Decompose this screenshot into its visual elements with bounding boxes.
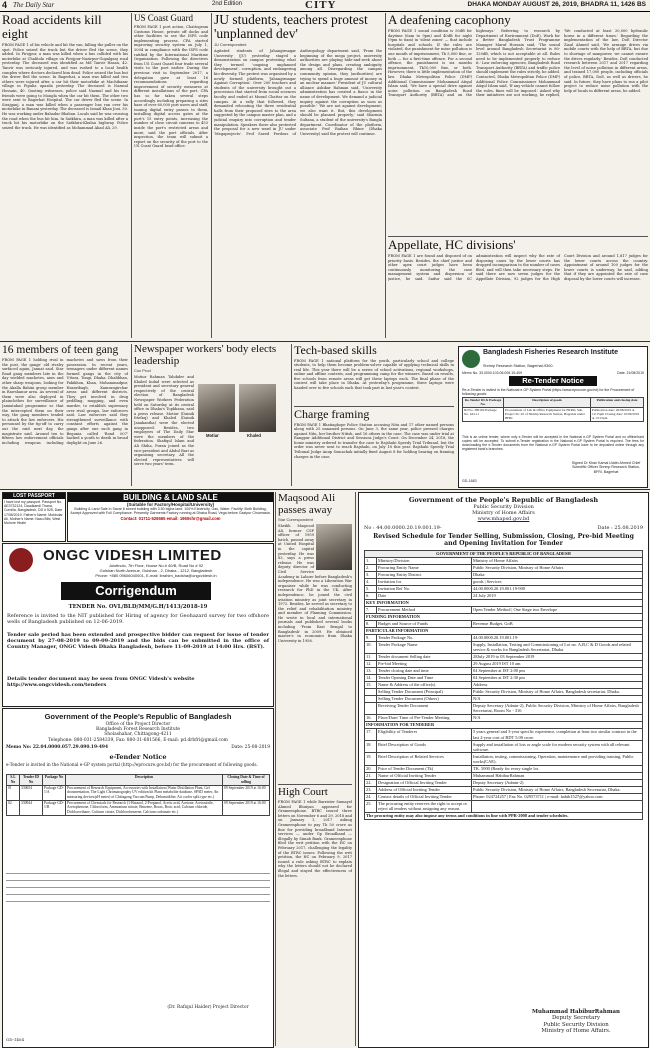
byline: JU Correspondent: [214, 42, 247, 47]
table-cell: Receiving Tender Document: [377, 702, 472, 714]
table-cell: Place/Date/ Time of Pre-Tender Meeting: [377, 715, 472, 722]
article-body: FROM PAGE 1 of his vehicle and hit the van, killing the puller on the spot. Police seized the truck but the driver fled the scene, they added. In Pirojpur, a man was killed when a bus collided with his motorbike at Chalitola village on Pirojpur-Nazirpur-Gopalganj road yesterday. The deceased was identified as Md Tanvir Hasan, 42. Tanvir was seriously injured, and was rushed to a local health complex where doctors declared him dead. Police seized the bus but the driver fled the scene. In Bagerhat, a man was killed and two others were injured after a car hit their motorbike at Machibazar village in Pipulia upazila yesterday. The deceased is Nazmul Hossain, 40. Quoting witnesses, police said Nazmul and his two friends were going to Mongla when the car hit them. The other two were sent to Bagerhat Hospital. The car driver fled the scene. In Sirajganj, a man was killed when a passenger bus ran over his motorbike in Banani yesterday. The deceased is Ismail Khan Joni, 30. He was working under Bahadur Bhaban. Locals said he was crossing the road when the bus hit him. In Satkhira, a man was killed after a truck hit his motorbike on the Satkhira-Khulna highway. Police seized the truck. He was identified as Mohammad Ahad Ali, 29.: [2, 43, 128, 130]
masthead: [0, 0, 650, 12]
ad-paragraph-1: Reference is invited to the NIT published for Hiring of agency for Geohazard survey for two offshore wells of Bangladesh published on 12-06-2019.: [7, 613, 269, 625]
table-cell: Supply, Installation, Testing and Commissioning of Lot no. A,B,C & D Goods and related service & works for Bangladesh Secretariat, Dhaka.: [472, 641, 643, 653]
table-cell: Ministry/Division: [377, 557, 472, 564]
ad-home-affairs-tender: [358, 492, 649, 1048]
table-cell: Dhaka: [472, 571, 643, 578]
table-cell: Selling Tender Document (Others): [377, 695, 472, 702]
ad-table: [462, 397, 644, 422]
ad-memo: Memo No: 22.04.0000.057.29.090.19-494: [6, 745, 108, 750]
ad-signature: [509, 1009, 643, 1035]
table-row: [365, 585, 643, 592]
table-cell: 5 years general and 3-year specific experience, completion at least two similar contract in the last 2-year cost of BDT 5.00 crore.: [472, 729, 643, 741]
headline: A deafening cacophony: [388, 13, 511, 27]
table-cell: 44.00.0000.20.19.001.19-: [472, 634, 643, 641]
table-band: GOVERNMENT OF THE PEOPLE'S REPUBLIC OF BANGLADESH: [365, 551, 643, 558]
table-row: [365, 681, 643, 688]
ad-ref-no: No : 44.00.0000.20.19.001.19-: [364, 525, 442, 531]
table-cell: 8.: [365, 620, 377, 627]
table-row: [365, 722, 643, 729]
table-cell: Procurement of Chemicals for Research (1-Butanol, 2-Propanol, Acetic acid, Acetone, Acetonitrile, Acetophenone, Chloroform, Ammonium nitrate, Benzene, Borax, Boric acid, Calcium chloride, Dichloroethane, Calcium citrate, Dichlorobenzene, Calcium carbonate etc.): [66, 800, 223, 815]
ad-intro: e-Tender is invited in the National e-GP system portal (http://eprocure.gov.bd) for the procurement of following goods.: [6, 762, 258, 767]
article-high-court: [278, 786, 352, 1046]
table-cell: 330944: [20, 800, 43, 815]
article-charge-framing: [294, 408, 454, 486]
table-cell: 20.: [365, 765, 377, 772]
edition: 2nd Edition: [212, 1, 243, 7]
table-cell: 4.: [365, 578, 377, 585]
table-section: The procuring entity may also impose any terms and conditions in line with PPR-2008 and tender schedules.: [365, 812, 643, 819]
table-cell: Address of Official Inviting Tender: [377, 786, 472, 793]
table-cell: Budget and Source of Funds: [377, 620, 472, 627]
ad-gov: Government of the People's Republic of Bangladesh: [408, 496, 599, 504]
ad-line: Sholashahar, Chittagong-4211: [104, 732, 172, 738]
table-cell: Deputy Secretary (Admin-2): [472, 779, 643, 786]
ad-line: Ministry of Home Affairs: [472, 510, 535, 516]
table-cell: Tender Package No.: [377, 634, 472, 641]
table-row: [365, 715, 643, 722]
table-row: [365, 599, 643, 606]
table-row: [365, 613, 643, 620]
ad-org: Bangladesh Fisheries Research Institute: [483, 349, 618, 356]
ad-address-3: Phone: +880 09606040001, E-mail: ibrahim_badsha@ongcvidesh.in: [95, 573, 217, 578]
article-body: FROM PAGE 1 while Barrister Sumayel Ahmed Bhuiyan appeared for Grameenphone. BTRC issued three letters on November 6 and 29, 2018 and on January 1, 2017 asking Grameenphone to pay Tk 50 crore as fine for providing broadband Internet services — under Gp Broadband — illegally by Simab Bank. Grameenphone filed the writ petition with the HC on February 2017, challenging the legality of the BTRC issues. Following the writ petition, the HC on February 9, 2017 issued a rule asking BTRC to explain why the letters should not be declared illegal and stayed the effectiveness of the letters.: [278, 800, 352, 878]
table-cell: goods | Services: [472, 578, 643, 585]
table-cell: Procuring Entity Name: [377, 564, 472, 571]
table-cell: Procuring Entity District: [377, 571, 472, 578]
ad-fisheries-tender: [458, 346, 648, 488]
photo-khaled: [239, 384, 276, 432]
table-cell: Package GD-1/A: [43, 785, 66, 800]
table-row: [365, 688, 643, 695]
byline: Star Correspondent: [278, 517, 313, 522]
table-cell: Revenue Budget, GoB: [472, 620, 643, 627]
ad-contact: Contact: 01711-526565 email: 1960shr@gmail.com: [120, 515, 221, 521]
table-cell: 44.00.0000.20.19.001.19-900: [472, 585, 643, 592]
ad-forest-etender: [2, 708, 274, 1048]
table-cell: [365, 695, 377, 702]
table-row: [365, 592, 643, 599]
col-header: Description: [66, 775, 223, 786]
table-cell: 24 July 2019: [472, 592, 643, 599]
table-cell: Public Security Division, Ministry of Home Affairs, Bangladesh Secretariat, Dhaka.: [472, 786, 643, 793]
table-row: [365, 786, 643, 793]
table-row: [365, 772, 643, 779]
article-road-accidents: [2, 13, 128, 338]
table-section: INFORMATION FOR TENDERER: [365, 722, 643, 729]
table-cell: 7.: [365, 606, 377, 613]
table-cell: Ministry of Home Affairs: [472, 557, 643, 564]
col-header: Tender ID No: [20, 775, 43, 786]
table-cell: 15.: [365, 681, 377, 688]
headline: Maqsood Ali passes away: [278, 492, 336, 516]
table-cell: 6.: [365, 592, 377, 599]
table-section: FUNDING INFORMATION: [365, 613, 643, 620]
table-cell: Open Tender Method | One Stage two Envelope: [472, 606, 643, 613]
table-cell: Pre-bid Meeting: [377, 660, 472, 667]
ad-paragraph-2: Tender sale period has been extended and prospective bidder can request for issue of tender document by 27-08-2019 to 09-09-2019 and the bids can be submitted in the office of Country Manager, ONGC Videsh Dhaka Bangladesh, before 11-09-2019 at 14:00 Hrs. (BST).: [7, 632, 269, 650]
ad-date: Date: 21/08/2019: [617, 371, 644, 375]
ad-line: Public Security Division: [473, 504, 534, 510]
table-row: [365, 765, 643, 772]
ad-table: [364, 550, 643, 820]
table-cell: 04 September at IST 2:00 pm: [472, 667, 643, 674]
table-cell: Invitation Ref No.: [377, 585, 472, 592]
table-row: [365, 571, 643, 578]
headline: JU students, teachers protest 'unplanned dev': [214, 13, 368, 41]
ad-address-2: Gulshan North Avenue, Gulshan - 2, Dhaka - 1212, Bangladesh: [99, 568, 213, 573]
table-row: [365, 741, 643, 753]
article-body: FROM PAGE 1 sound condition is 50dB for daytime (6am to 9pm) and 40dB for night (9pm to 6am) in 'silent zones' — that include hospitals and schools. If the rules are violated, the punishment for noise pollution is one month of imprisonment, Tk 5,000 fine, or both — for a first-time offence. For a second offence, the punishment is six months imprisonment, Tk10,000 fine, or both. However, there is little implementation of the law. Dhaka Metropolitan Police (DMP) Additional Commissioner Mohammad Atiqul Islam said, 'We have a special drive against noise pollution on Bangladesh Road Transport Authority (BRTA) and on the highways.' Referring to research by Department of Environment (DoE), Work for a Better Bangladesh Trust Programme Manager Maruf Hossain said, 'The sound level around Bangladesh Secretariat is 80-120dB, which is not acceptable at all. Rules need to be implemented properly to reduce it.' Law enforcing agencies, Bangladesh Road Transport Authority (BRTA) and traffic police should implement the rules strictly, he added. Contacted, Dhaka Metropolitan Police (DMP) Additional Police Commissioner Mohammad Atiqul Islam said, 'If any vehicle cannot follow the rules, fines will be imposed.' Asked why their initiatives are not working, he replied, 'We conducted at least 20,000 hydraulic horns in a different times.' Regarding the implementation of the law, DoE Director Ziaul Ahmed said, 'We arrange drives via mobile courts with the help of BRTA, but due to shortage of manpower, we cannot ensure the drives regularly.' Besides, DoE conducted research between 2017 and 2017 regarding the level of noise pollution in different areas, and trained 17,000 people, including officials of police, BRTA, DoE, as well as drivers, he said. In future, they have plans to run a pilot project to reduce noise pollution with the help of locals in different areas, he added.: [388, 29, 648, 98]
article-body: Motiur Rahman Talukder and Khaled Indad were selected as president and secretary general respectively of the central election of Bangladesh Newspaper Workers Federation held on Saturday at its central office in Dhaka's Topkhana, said a press release. Motiur (Dainik Ittefaq) and Khaled (Dainik Janakantha) were the elected unopposed. Besides, two employees of The Daily Star were the members of the federation. Shafiqul Islam and Ali Shiha, Puran joined as the vice-president and Abdul Bari as organising secretary. All the elected representatives will serve two years' term.: [134, 375, 194, 467]
table-row: [365, 641, 643, 653]
article-body: FROM PAGE 1 national platform for the youth, particularly school and college students, to help them become problem-solver capable of applying technical skills in real life. This year there will be a series of school activations, regional workshops, online and offline contests, and programming camp for the winners. Based on results, five schools from remote areas will get these laptops each. The final phase of the contest will take place in Dhaka. At yesterday's programme, three laptops were handed over to five schools each that took part in last year's contest.: [294, 358, 454, 391]
table-section: PARTICULAR INFORMATION: [365, 627, 643, 634]
article-body: FROM PAGE 1 port action, Chattogram Customs House, private off docks and other facilities to see the ISPS code implementing process. CPA started improving security system on July 1, 2004 in compliance with the ISPS code ratified by the International Maritime Organization. Following the directives from US Coast Guard four trade several visits to the port earlier. During the previous visit in September 2017, a delegation gave at least 16 recommendations regarding improvement of security measures at different installations of the port. CPA has so far taken several steps accordingly including preparing a sites base of over 60,000 port users and staff, issuing digital entry passes to them, installing digital access gates at the port's 15 entry points, increasing the number of close circuit cameras to 453 inside the port's restricted areas and more, said the port officials. After inspection, the team will submit a report on the security of the port to the US Coast Guard head office.: [134, 25, 208, 149]
brand-name: The Daily Star: [13, 1, 55, 9]
table-cell: 23.: [365, 786, 377, 793]
table-cell: 12.: [365, 660, 377, 667]
table-row: [365, 753, 643, 765]
table-cell: 02: [7, 800, 20, 815]
table-row: [365, 702, 643, 714]
ad-code: GD-1404: [6, 1037, 25, 1042]
table-row: [365, 620, 643, 627]
table-cell: 09 September 2019 at 16:00: [223, 785, 270, 800]
article-body: FROM PAGE 1 Bhatiaghope Police Station accusing Nitu and 17 other named persons along with 25 unnamed persons. On June 3, the same year, police pressed charges against Nitu, her brother Nitish, and 16 others in the case. The case was under trial at Rangpur Additional District and Sessions Judge's Court. On December 24, 2018, the home ministry ordered to transfer the case to Rajshahi Speedy Trial Tribunal, but the order was never sent to reach Rajshahi, on July 18 this year. Rajshahi Speedy Trial Tribunal Judge Anup Somachak initially fixed August 8 for holding hearing on framing charges in the case.: [294, 422, 454, 459]
table-cell: Procurement of Lab & Office Equipment for FRRO, Sub-Project SC-10 of Shrimp Research Station, Bagerhat under BFRI: [504, 407, 591, 421]
table-cell: [365, 702, 377, 714]
ad-table: [6, 774, 270, 816]
page-number: 4: [2, 0, 8, 10]
signer-division: Public Security Division: [543, 1021, 609, 1028]
table-row: [7, 785, 270, 800]
headline: Tech-based skills: [294, 344, 377, 357]
table-cell: Supply and installation of lots or angle scale for modern security system with all relevant software.: [472, 741, 643, 753]
article-body: FROM PAGE 1 are found and disposed of on priority basis. Besides, the chief justice and other apex court judges have been continuously monitoring the case management system and dispersion of justice, he said. Saifur said the SC administration will inspect why the rate of disposing cases by the lower courts has dropped incomparison to the number of cases filed, and will then take necessary steps. He said there are now seven judges for the Appellate Division, 92 judges for the High Court Division and around 1,817 judges for the lower courts across the country. Appointment of around 100 judges for the lower courts is underway, he said, adding that if they are appointed the rate of case disposal by the lower courts will increase.: [388, 254, 648, 281]
table-cell: 1.: [365, 557, 377, 564]
article-tech-skills: [294, 344, 454, 406]
article-us-coast-guard: [134, 13, 208, 338]
table-row: [365, 729, 643, 741]
table-cell: Contact details of Official Inviting Tender: [377, 793, 472, 800]
article-deafening-cacophony: [388, 13, 648, 233]
table-row: [365, 812, 643, 819]
table-row: [365, 606, 643, 613]
ad-body: Building & Land Sale in Savar 6 stored building with 3.50 bigha land. 100% Electricity, Gas, Water. Facility: Both Building, Accept Approved with Full Compliance. Presently Garments Factory running at Dhaka Road, Vega before Gazipur Chowrasta.: [70, 507, 271, 516]
table-cell: TK. 5000 (Ready for every single lot.: [472, 765, 643, 772]
table-row: [365, 627, 643, 634]
table-cell: 29 August 2019 IST 10 am: [472, 660, 643, 667]
bfri-logo-icon: [462, 350, 480, 368]
ad-sub: (Suitable for Factory/Hospital/University): [126, 502, 215, 507]
table-row: [365, 793, 643, 800]
table-cell: 25.: [365, 800, 377, 812]
article-ju-protest: [214, 13, 382, 338]
table-cell: 21.: [365, 772, 377, 779]
ad-memo: Memo No. 33.0000.103.06.009.19-409: [462, 371, 523, 375]
headline: US Coast Guard: [134, 13, 193, 23]
table-cell: 01: [7, 785, 20, 800]
table-cell: Tender closing date and time: [377, 667, 472, 674]
ad-fineprint: [6, 869, 270, 989]
table-row: [365, 557, 643, 564]
ad-date: Date : 25.08.2019: [597, 525, 643, 531]
table-cell: 11.: [365, 653, 377, 660]
table-cell: 3.: [365, 571, 377, 578]
ad-lost-passport: [2, 492, 66, 542]
ad-signature: (Dr. Rafiqul Haider) Project Director: [167, 1005, 249, 1010]
ad-body: I have lost my passport. Passport No. AE3732124, Daudkandi Thana, Comilla, Bangladesh, DD # 525, Date 17/08/2019. Father's Name: Mokbular Ali, Mother's Name: Nasu Bibi, West Mohore Hirabi: [4, 500, 63, 526]
ad-title: Revised Schedule for Tender Selling, Submission, Closing, Pre-bid Meeting and Opening Invitation for Tender: [373, 533, 634, 548]
article-body: FROM PAGE 1 holding rival in the post, the gangs' old rivalry surfaced again, Jannat said. Star Road gang members late in the day wielded machetes, axes and other sharp weapons, looking for the Akalla Bahini group member in Rawshanur area. As several of them were also deployed in plainclothes for surveillance of Jamiatabad programme so that the intercepted them on their way, the gang members tended to attack the law enforcers. His personnel by the tip-off to carry out the raid next day, the magistrate said. Around ten to fifteen law enforcement officials including weapons including machetes and saws from their possession. In recent years, teenagers under different names formed gangs in the city of Uttara, Tongi, Dhaka. Dhalibhan, Fakikhon, Khan, Mohammadpur, Hazaribagh, Kamrangirchar areas and different districts. They get involved in drug peddling, mugging, and even murder, to establish supremacy over rival groups, law enforcers said. Law enforcers said they strengthened surveillance with constant efforts against the gangs after one such gang in Begunia called 'Bond 007' hacked a youth to death in broad daylight on June 26.: [2, 358, 128, 445]
table-cell: 5.: [365, 585, 377, 592]
table-row: [365, 653, 643, 660]
ad-ongc-corrigendum: [2, 543, 274, 707]
caption-khaled: Khaled: [247, 433, 261, 438]
ad-paragraph-3: Details tender document may be seen from ONGC Videsh's website http://www.ongcvidesh.com/tenders: [7, 676, 195, 688]
ongc-logo-icon: [9, 548, 33, 572]
table-cell: 04 September at IST 2:30 pm: [472, 674, 643, 681]
ad-date: Date: 25-08-2019: [231, 745, 270, 750]
article-body: Sheikh Maqsood Ali, former CSP officer of 1959 batch, passed away at United Hospital in the capital yesterday. He was 83, says a press release. He was deputy director of Civil Service Academy in Lahore before Bangladesh's independence. He was a Liberation War organiser while he was conducting research for PhD in the UK. After independence, he joined the civil aviation ministry as joint secretary in 1972. Besides, he served as secretary to the relief and rehabilitation ministry and member of Planning Commission. He wrote in local and international journals and published several books including 'From East Bengal to Bangladesh' in 2009. He obtained master's in economics from Dhaka University in 1956.: [278, 524, 352, 643]
table-cell: 17.: [365, 729, 377, 741]
ad-address-1: Jolofinolo, 7th Floor, House No # 40/B, Road No # 92: [108, 563, 204, 568]
ad-line: Office of the Project Director: [105, 722, 171, 727]
headline: Road accidents kill eight: [2, 13, 102, 41]
table-cell: Name of Official Inviting Tender: [377, 772, 472, 779]
table-cell: Deputy Secretary (Admin-2), Public Security Division, Ministry of Home Affairs, Bangladesh Secretariat, Room No - 316: [472, 702, 643, 714]
headline: High Court: [278, 786, 328, 798]
table-row: [365, 634, 643, 641]
table-cell: 2.: [365, 564, 377, 571]
ad-website-link[interactable]: www.mhapsd.gov.bd: [477, 516, 530, 522]
ad-gov: Government of the People's Republic of Bangladesh: [44, 712, 232, 721]
col-header: Description of goods: [504, 398, 591, 408]
ad-intro: Re-e-Tender is invited in the National e-GP System Portal (https://www.eprocure.gov.bd) for the Procurement of following goods:: [462, 388, 635, 397]
ad-tender-no: TENDER No. OVL/BLD/MM/G.H/1413/2018-19: [68, 604, 208, 610]
table-cell: Eligibility of Tenderer: [377, 729, 472, 741]
ad-title: LOST PASSPORT: [3, 493, 65, 499]
table-cell: Procurement Method: [377, 606, 472, 613]
ad-note: This is an online tender, where only e-Tender will be accepted in the National e-GP System Portal and no offline/hard copies will be accepted. To submit e-Tender registration in the National e-GP System Portal is required. The fees for downloading the e-Tender documents from the National e-GP System Portal have to be deposited online through any registered bank's branches.: [462, 435, 644, 451]
ad-building-sale: [67, 492, 274, 542]
table-row: [365, 674, 643, 681]
table-row: [365, 800, 643, 812]
headline: 16 members of teen gang: [2, 344, 119, 356]
table-cell: Package GD-1/B: [43, 800, 66, 815]
table-cell: 19.: [365, 753, 377, 765]
table-cell: Phone: 024724257 | Fax No. 029573711 | e-mail: habib1527@yahoo.com: [472, 793, 643, 800]
table-cell: 9.: [365, 634, 377, 641]
ad-code: GD-1683: [462, 479, 477, 483]
table-cell: 28July 2019 to 03 September 2019: [472, 653, 643, 660]
table-row: [365, 660, 643, 667]
col-header: S.L No: [7, 775, 20, 786]
section-title: CITY: [305, 0, 337, 11]
table-cell: 16.: [365, 715, 377, 722]
table-cell: Installation, testing, commissioning, Operation, maintenance and providing training, Public works(CAE).: [472, 753, 643, 765]
photo-maqsood: [316, 524, 352, 570]
table-cell: Invitation for: [377, 578, 472, 585]
table-row: [365, 564, 643, 571]
article-maqsood-ali: [278, 492, 352, 782]
signer-ministry: Ministry of Home Affairs.: [541, 1028, 611, 1035]
ad-signature: Signed Dr Khan Kamal Uddin Ahmed Chief Scientific Officer Shrimp Research Station, BFRI, Bagerhat: [571, 461, 641, 474]
byline: Cox Prod: [134, 368, 151, 373]
table-row: [365, 667, 643, 674]
photo-motiur: [198, 384, 235, 432]
table-cell: 330654: [20, 785, 43, 800]
table-row: [365, 578, 643, 585]
table-row: [365, 695, 643, 702]
article-appellate-divisions: [388, 238, 648, 338]
table-cell: [472, 800, 643, 812]
headline: Newspaper workers' body elects leadership: [134, 344, 277, 367]
ad-company: ONGC VIDESH LIMITED: [43, 547, 222, 564]
article-body: Agitated students of Jahangirnagar University (JU) yesterday staged a demonstration on campus protesting what they termed 'ongoing unplanned development', corruption, and endangering bio-diversity. The protest was organised by a newly formed platform, 'Jahangirnagar Against Corruption'. Over 200 teachers and students of the university brought out a procession that started from social sciences faculty and ended at Murad Chattar on the campus. At a rally that followed, they demanded relocating the three residential halls from their proposed sites to the area suggested by the campus master plan, and a judicial enquiry into corruption and tender manipulation. Speakers there also protested the proposal for a new ward in JU under 'Megaprojects'. Prof Saeed Ferdous of Anthropology department said, 'From the beginning of the mega project, university authorities are playing hide-and-seek about the design and plans, creating ambiguity among all. Disregarding the campus community opinion, they (authorities) are trying to spend a huge amount of money in an unclear manner.' President of JU cultural alliance Ashikur Rahman said, 'University administration has created a fiasco in the name of development. We demand a judicial inquiry against the corruption as soon as possible.' 'We are not against development; we also want it. But, this development should be planned properly,' said Sharmin Sultana, a student of the university's Bangla department. Coordinator of the platform, associate Prof Raihan Rhine (Dhaka University) said the protest will continue.: [214, 49, 382, 136]
table-row: [365, 779, 643, 786]
ad-title: BUILDING & LAND SALE: [68, 493, 273, 502]
table-section: KEY INFORMATION: [365, 599, 643, 606]
ad-office: [362, 504, 645, 522]
caption-motiur: Motiur: [206, 433, 219, 438]
table-cell: Address: [472, 681, 643, 688]
table-cell: Selling Tender Document (Principal): [377, 688, 472, 695]
table-cell: Tender Package Name: [377, 641, 472, 653]
table-cell: Name & Address of the office(s): [377, 681, 472, 688]
table-cell: 13.: [365, 667, 377, 674]
table-cell: Brief Description of Goods: [377, 741, 472, 753]
table-cell: Procurement of Research Equipment, Accessories with Installation (Water Distillation Plant, Gel documentation, The Light Chromatography UV edition kit Plant metabolite database, SPAD meter, Air measuring devices/pH meter) of Chittagong Vaccum Pump, Dehumidifier, Air cooler split type etc.): [66, 785, 223, 800]
table-cell: 09 September 2019 at 16:00: [223, 800, 270, 815]
table-cell: Date: [377, 592, 472, 599]
signer-name: Muhammad HabiburRahman: [532, 1009, 620, 1015]
ad-line: Telephone: 880-031-2584339, Fax: 880-31-681566, E-mail: pd.drbfri@gmail.com: [48, 737, 228, 743]
table-cell: Designation of Official Inviting Tender: [377, 779, 472, 786]
table-cell: Public Security Division, Ministry of Home Affairs: [472, 564, 643, 571]
table-cell: Tender document Selling date: [377, 653, 472, 660]
table-cell: Public Security Division, Ministry of Home Affairs, Bangladesh secretariat, Dhaka.: [472, 688, 643, 695]
col-header: Re-Tender ID & Package No.: [463, 398, 504, 408]
table-cell: N/A: [472, 695, 643, 702]
article-teen-gang: [2, 344, 128, 486]
table-cell: Brief Description of Related Services: [377, 753, 472, 765]
table-cell: Tender Opening Date and Time: [377, 674, 472, 681]
col-header: Closing Date & Time of selling: [223, 775, 270, 786]
issue-date: DHAKA MONDAY AUGUST 26, 2019, BHADRA 11, 1426 BS: [467, 1, 646, 8]
table-cell: 10.: [365, 641, 377, 653]
table-cell: ID No. 380192 Package No. GD-11: [463, 407, 504, 421]
table-cell: Publication date: 26/08/2019 at 12:15pm Closing date: 10/09/2019 at 13:15pm: [591, 407, 644, 421]
ad-title: Re-Tender Notice: [509, 376, 597, 386]
ad-office: [6, 722, 270, 743]
ad-title: Corrigendum: [61, 582, 211, 600]
signer-title: Deputy Secretary: [551, 1015, 601, 1022]
headline: Appellate, HC divisions': [388, 238, 516, 252]
table-row: [7, 800, 270, 815]
ad-title: e-Tender Notice: [109, 753, 167, 761]
table-cell: 24.: [365, 793, 377, 800]
table-cell: 22.: [365, 779, 377, 786]
ad-sub: Shrimp Research Station, Bagerhat-9300.: [483, 364, 554, 368]
table-cell: [365, 688, 377, 695]
col-header: Package No: [43, 775, 66, 786]
table-cell: 18.: [365, 741, 377, 753]
table-cell: Price of Tender Document (Tk): [377, 765, 472, 772]
table-cell: 14.: [365, 674, 377, 681]
table-cell: The procuring entity reserves the right to accept or reject all tenders without assigning any reason.: [377, 800, 472, 812]
headline: Charge framing: [294, 408, 370, 421]
col-header: Publication and closing date: [591, 398, 644, 408]
ad-line: Bangladesh Forest Research Institute: [95, 727, 181, 733]
table-cell: N/A: [472, 715, 643, 722]
table-cell: Muhammad HabiburRahman: [472, 772, 643, 779]
